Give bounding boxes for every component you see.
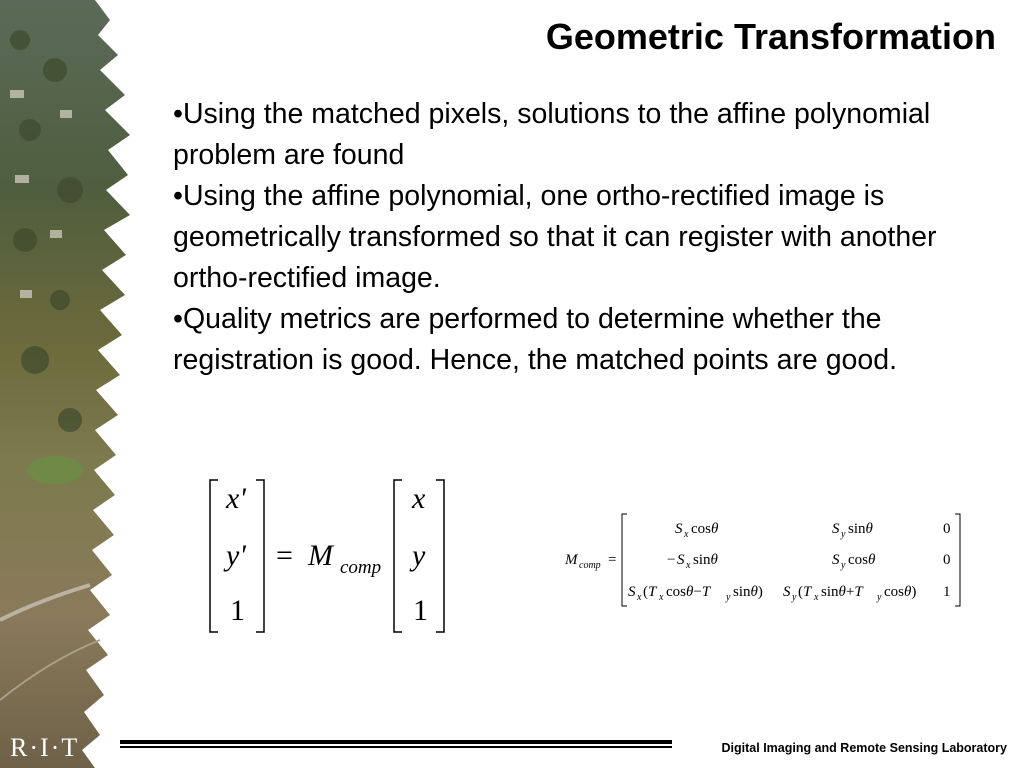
svg-text:(T: (T bbox=[798, 584, 812, 600]
svg-text:cosθ−T: cosθ−T bbox=[666, 584, 711, 600]
svg-text:1: 1 bbox=[413, 594, 428, 627]
svg-text:cosθ): cosθ) bbox=[884, 584, 917, 600]
svg-text:y': y' bbox=[226, 539, 246, 572]
bullet-item: •Quality metrics are performed to determine whether the registration is good. Hence, the matched points are good. bbox=[173, 303, 898, 376]
svg-text:y: y bbox=[841, 529, 846, 540]
svg-text:cosθ: cosθ bbox=[691, 521, 719, 537]
svg-text:1: 1 bbox=[943, 584, 951, 600]
svg-text:y: y bbox=[726, 592, 731, 603]
aerial-photo-strip bbox=[0, 0, 150, 768]
svg-text:x': x' bbox=[226, 482, 246, 515]
svg-text:(T: (T bbox=[643, 584, 657, 600]
svg-text:0: 0 bbox=[943, 521, 951, 537]
svg-text:=: = bbox=[608, 552, 617, 568]
svg-text:y: y bbox=[412, 539, 426, 572]
svg-text:cosθ: cosθ bbox=[848, 552, 876, 568]
bullet-item: •Using the affine polynomial, one ortho-rectified image is geometrically transformed so that it can register with another ortho-rectified image. bbox=[173, 180, 937, 294]
footer-rule bbox=[120, 740, 672, 750]
svg-text:x: x bbox=[814, 592, 819, 603]
svg-text:comp: comp bbox=[340, 557, 382, 578]
mcomp-matrix bbox=[555, 508, 975, 613]
svg-text:y: y bbox=[841, 560, 846, 571]
rit-logo: R·I·T bbox=[10, 733, 80, 762]
slide-title: Geometric Transformation bbox=[545, 16, 996, 57]
svg-text:M: M bbox=[308, 539, 333, 572]
svg-text:=: = bbox=[276, 539, 293, 572]
svg-text:x: x bbox=[686, 560, 691, 571]
svg-text:x: x bbox=[637, 592, 642, 603]
svg-text:y: y bbox=[792, 592, 797, 603]
svg-text:0: 0 bbox=[943, 552, 951, 568]
svg-text:S: S bbox=[628, 584, 636, 600]
svg-text:comp: comp bbox=[579, 560, 601, 571]
svg-text:x: x bbox=[684, 529, 689, 540]
svg-text:S: S bbox=[677, 552, 685, 568]
svg-text:S: S bbox=[675, 521, 683, 537]
svg-text:1: 1 bbox=[230, 594, 245, 627]
svg-text:S: S bbox=[832, 552, 840, 568]
svg-text:S: S bbox=[783, 584, 791, 600]
svg-text:sinθ: sinθ bbox=[848, 521, 873, 537]
affine-matrix-equation bbox=[200, 470, 460, 640]
svg-text:y: y bbox=[877, 592, 882, 603]
svg-text:sinθ): sinθ) bbox=[733, 584, 763, 600]
svg-text:x: x bbox=[412, 482, 426, 515]
svg-text:x: x bbox=[659, 592, 664, 603]
svg-text:sinθ+T: sinθ+T bbox=[821, 584, 863, 600]
svg-text:M: M bbox=[565, 552, 578, 568]
svg-text:S: S bbox=[832, 521, 840, 537]
bullet-item: •Using the matched pixels, solutions to the affine polynomial problem are found bbox=[173, 98, 931, 171]
svg-text:sinθ: sinθ bbox=[693, 552, 718, 568]
footer-lab-name: Digital Imaging and Remote Sensing Laboratory bbox=[721, 741, 1007, 755]
svg-text:−: − bbox=[667, 552, 676, 568]
bullet-list bbox=[173, 94, 993, 381]
